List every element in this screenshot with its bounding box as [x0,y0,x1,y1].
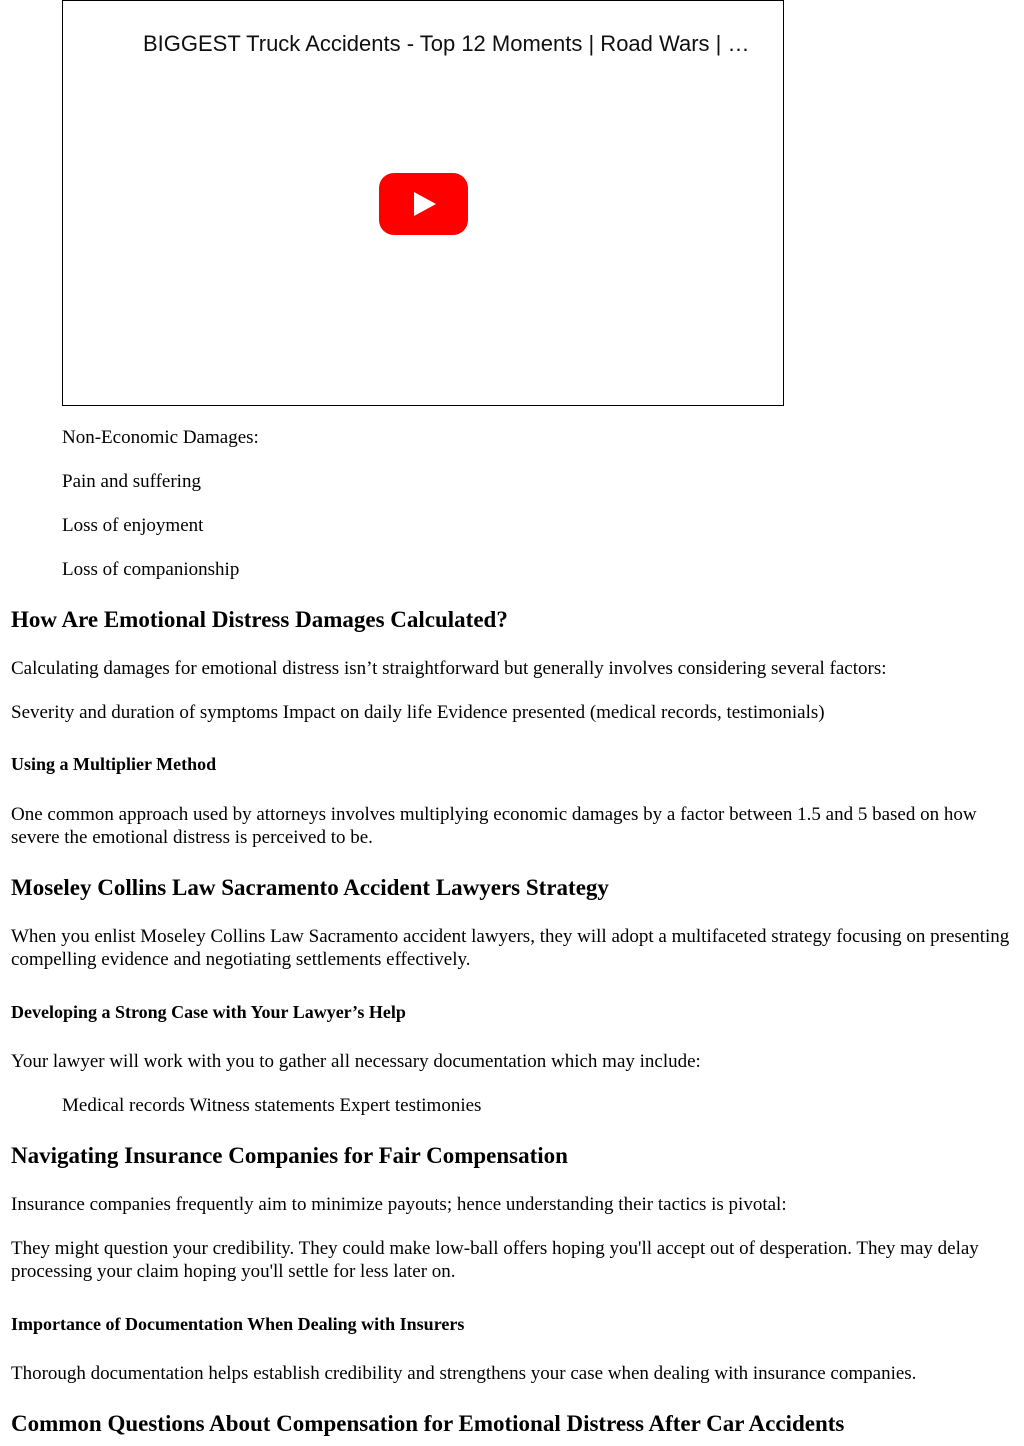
subsection-heading: Importance of Documentation When Dealing with Insurers [11,1314,465,1334]
paragraph: One common approach used by attorneys involves multiplying economic damages by a factor between 1.5 and 5 based on how severe the emotional distress is perceived to be. [11,804,977,848]
video-embed[interactable] [62,0,784,406]
list-item: Loss of companionship [62,559,240,580]
youtube-play-icon[interactable] [379,173,468,235]
list-item: Medical records Witness statements Expert testimonies [62,1095,482,1116]
paragraph: Calculating damages for emotional distress isn’t straightforward but generally involves considering several factors: [11,658,887,679]
paragraph: Insurance companies frequently aim to minimize payouts; hence understanding their tactics is pivotal: [11,1194,787,1215]
video-title[interactable]: BIGGEST Truck Accidents - Top 12 Moments | Road Wars | … [143,31,750,56]
paragraph: Thorough documentation helps establish credibility and strengthens your case when dealing with insurance companies. [11,1363,917,1384]
section-heading: Moseley Collins Law Sacramento Accident Lawyers Strategy [11,875,609,900]
section-heading: Common Questions About Compensation for Emotional Distress After Car Accidents [11,1411,845,1436]
list-item: Loss of enjoyment [62,515,204,536]
section-heading: How Are Emotional Distress Damages Calculated? [11,607,508,632]
paragraph: Severity and duration of symptoms Impact on daily life Evidence presented (medical records, testimonials) [11,702,825,723]
section-heading: Navigating Insurance Companies for Fair Compensation [11,1143,568,1168]
subsection-heading: Developing a Strong Case with Your Lawyer’s Help [11,1002,406,1022]
list-item: Pain and suffering [62,471,201,492]
damages-heading: Non-Economic Damages: [62,427,259,448]
paragraph: They might question your credibility. They could make low-ball offers hoping you'll accept out of desperation. They may delay processing your claim hoping you'll settle for less later on. [11,1238,979,1282]
paragraph: Your lawyer will work with you to gather all necessary documentation which may include: [11,1051,701,1072]
subsection-heading: Using a Multiplier Method [11,754,217,774]
paragraph: When you enlist Moseley Collins Law Sacramento accident lawyers, they will adopt a multifaceted strategy focusing on presenting compelling evidence and negotiating settlements effectively. [11,926,1010,970]
